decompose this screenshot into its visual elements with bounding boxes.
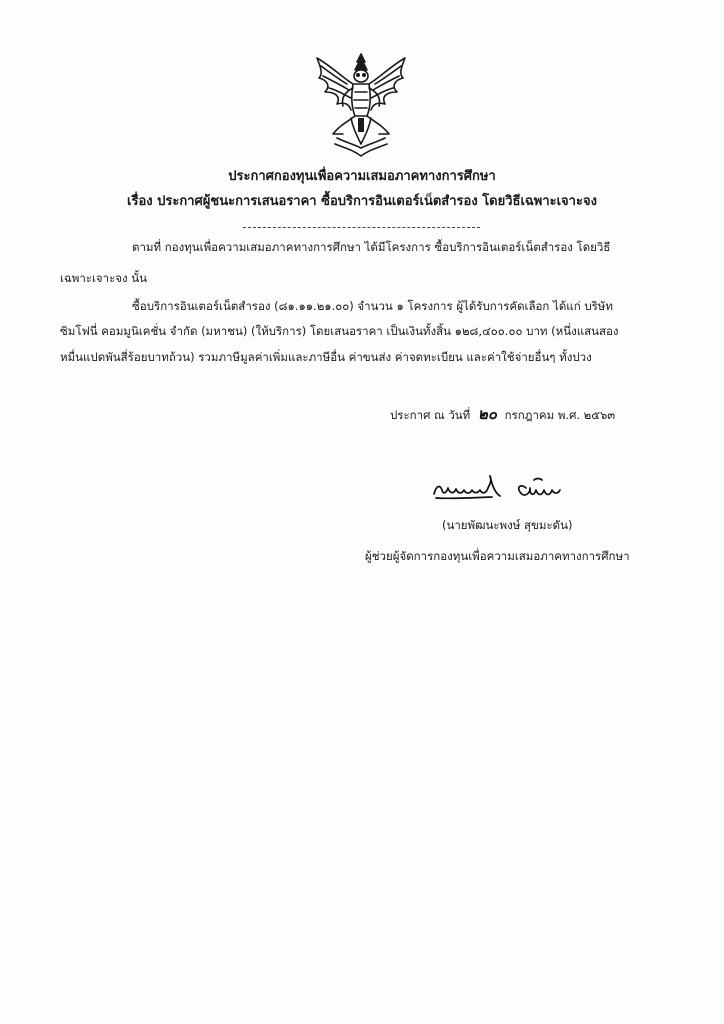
title-divider <box>243 227 480 228</box>
signer-name: (นายพัฒนะพงษ์ สุขมะดัน) <box>442 518 573 532</box>
paragraph-2-line-3: หมื่นแปดพันสี่ร้อยบาทถ้วน) รวมภาษีมูลค่าเพิ่มและภาษีอื่น ค่าขนส่ง ค่าจดทะเบียน และค่าใช้จ่ายอื่นๆ ทั้งปวง <box>60 350 592 364</box>
date-suffix: กรกฎาคม พ.ศ. ๒๕๖๓ <box>504 408 616 422</box>
paragraph-1-line-1: ตามที่ กองทุนเพื่อความเสมอภาคทางการศึกษา ได้มีโครงการ ซื้อบริการอินเตอร์เน็ตสำรอง โดยวิธี <box>132 240 611 254</box>
document-title: ประกาศกองทุนเพื่อความเสมอภาคทางการศึกษา <box>228 169 496 184</box>
paragraph-2-line-2: ซิมโฟนี่ คอมมูนิเคชั่น จำกัด (มหาชน) (ให้บริการ) โดยเสนอราคา เป็นเงินทั้งสิ้น ๑๒๘,๔๐๐.๐๐ บาท (หนึ่งแสนสอง <box>60 324 619 338</box>
announcement-date <box>390 402 615 426</box>
garuda-emblem-icon <box>309 52 413 158</box>
signer-position: ผู้ช่วยผู้จัดการกองทุนเพื่อความเสมอภาคทางการศึกษา <box>365 549 630 563</box>
date-prefix: ประกาศ ณ วันที่ <box>390 408 471 422</box>
paragraph-2-line-1: ซื้อบริการอินเตอร์เน็ตสำรอง (๘๑.๑๑.๒๑.๐๐) จำนวน ๑ โครงการ ผู้ได้รับการคัดเลือก ได้แก่ บริษัท <box>132 299 613 313</box>
paragraph-1-line-2: เฉพาะเจาะจง นั้น <box>60 271 148 285</box>
handwritten-signature-icon <box>430 472 580 508</box>
document-subject: เรื่อง ประกาศผู้ชนะการเสนอราคา ซื้อบริการอินเตอร์เน็ตสำรอง โดยวิธีเฉพาะเจาะจง <box>127 194 597 209</box>
date-day-handwritten: ๒๐ <box>477 405 497 423</box>
